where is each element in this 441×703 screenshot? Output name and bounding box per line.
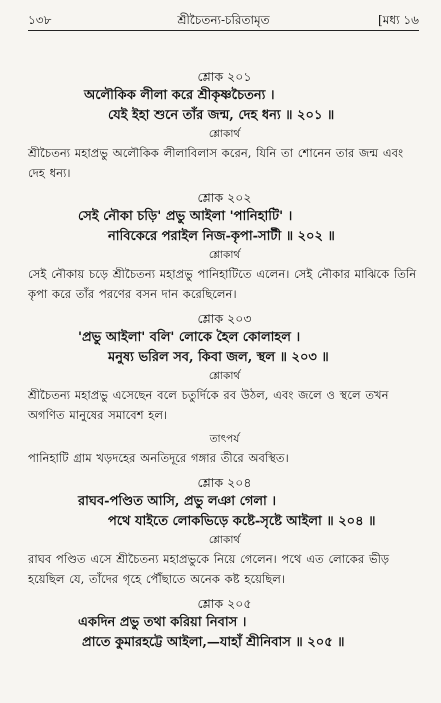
translation-label: শ্লোকার্থ	[208, 534, 241, 546]
verse-line-1: সেই নৌকা চড়ি' প্রভু আইলা 'পানিহাটি' ।	[78, 209, 293, 224]
sloka-heading: শ্লোক ২০৩	[197, 311, 252, 326]
sloka-heading: শ্লোক ২০২	[197, 190, 252, 205]
sloka-201	[28, 68, 421, 183]
sloka-204	[28, 474, 421, 589]
sloka-heading: শ্লোক ২০৫	[197, 596, 252, 611]
verse-line-1: রাঘব-পণ্ডিত আসি, প্রভু লঞা গেলা ।	[78, 494, 277, 509]
translation-text: শ্রীচৈতন্য মহাপ্রভু অলৌকিক লীলাবিলাস করেন, যিনি তা শোনেন তার জন্ম এবং দেহ ধন্য।	[28, 146, 404, 180]
sloka-203	[28, 310, 421, 468]
translation-text: শ্রীচৈতন্য মহাপ্রভু এসেছেন বলে চতুর্দিকে রব উঠল, এবং জলে ও স্থলে তখন অগণিত মানুষের সমাবেশ হল।	[28, 388, 389, 422]
translation-label: শ্লোকার্থ	[208, 249, 241, 261]
verse-line-1: 'প্রভু আইলা' বলি' লোকে হৈল কোলাহল ।	[78, 330, 301, 345]
section-marker: [মধ্য ১৬	[378, 13, 419, 27]
purport-text: পানিহাটি গ্রাম খড়দহের অনতিদূরে গঙ্গার তীরে অবস্থিত।	[28, 451, 289, 465]
translation-text: রাঘব পণ্ডিত এসে শ্রীচৈতন্য মহাপ্রভুকে নিয়ে গেলেন। পথে এত লোকের ভীড় হয়েছিল যে, তাঁদের গৃহে পৌঁছাতে অনেক কষ্ট হয়েছিল।	[28, 552, 390, 586]
verse-line-1: একদিন প্রভু তথা করিয়া নিবাস ।	[78, 615, 247, 630]
page-content	[28, 68, 421, 655]
verse-line-2: যেই ইহা শুনে তাঁর জন্ম, দেহ ধন্য ॥ ২০১ ॥	[108, 108, 335, 123]
sloka-verse	[28, 328, 421, 368]
sloka-heading: শ্লোক ২০১	[197, 69, 252, 84]
running-header	[28, 8, 419, 30]
verse-line-2: নাবিকেরে পরাইল নিজ-কৃপা-সাটী ॥ ২০২ ॥	[108, 229, 335, 244]
translation-label: শ্লোকার্থ	[208, 128, 241, 140]
sloka-verse	[28, 86, 421, 126]
sloka-verse	[28, 613, 421, 653]
header-rule	[28, 30, 419, 31]
verse-line-1: অলৌকিক লীলা করে শ্রীকৃষ্ণচৈতন্য ।	[84, 88, 275, 103]
book-title: শ্রীচৈতন্য-চরিতামৃত	[177, 13, 270, 27]
sloka-verse	[28, 492, 421, 532]
purport-label: তাৎপর্য	[209, 433, 240, 445]
page-number: ১৩৮	[28, 13, 52, 27]
translation-label: শ্লোকার্থ	[208, 370, 241, 382]
sloka-202	[28, 189, 421, 304]
sloka-verse	[28, 207, 421, 247]
sloka-205	[28, 595, 421, 653]
translation-text: সেই নৌকায় চড়ে শ্রীচৈতন্য মহাপ্রভু পানিহাটিতে এলেন। সেই নৌকার মাঝিকে তিনি কৃপা করে তাঁর পরণের বসন দান করেছিলেন।	[28, 267, 417, 301]
sloka-heading: শ্লোক ২০৪	[197, 475, 252, 490]
verse-line-2: পথে যাইতে লোকভিড়ে কষ্টে-সৃষ্টে আইলা ॥ ২০৪ ॥	[108, 514, 376, 529]
verse-line-2: প্রাতে কুমারহট্টে আইলা,—যাহাঁ শ্রীনিবাস ॥ ২০৫ ॥	[82, 635, 345, 650]
verse-line-2: মনুষ্য ভরিল সব, কিবা জল, স্থল ॥ ২০৩ ॥	[108, 350, 329, 365]
